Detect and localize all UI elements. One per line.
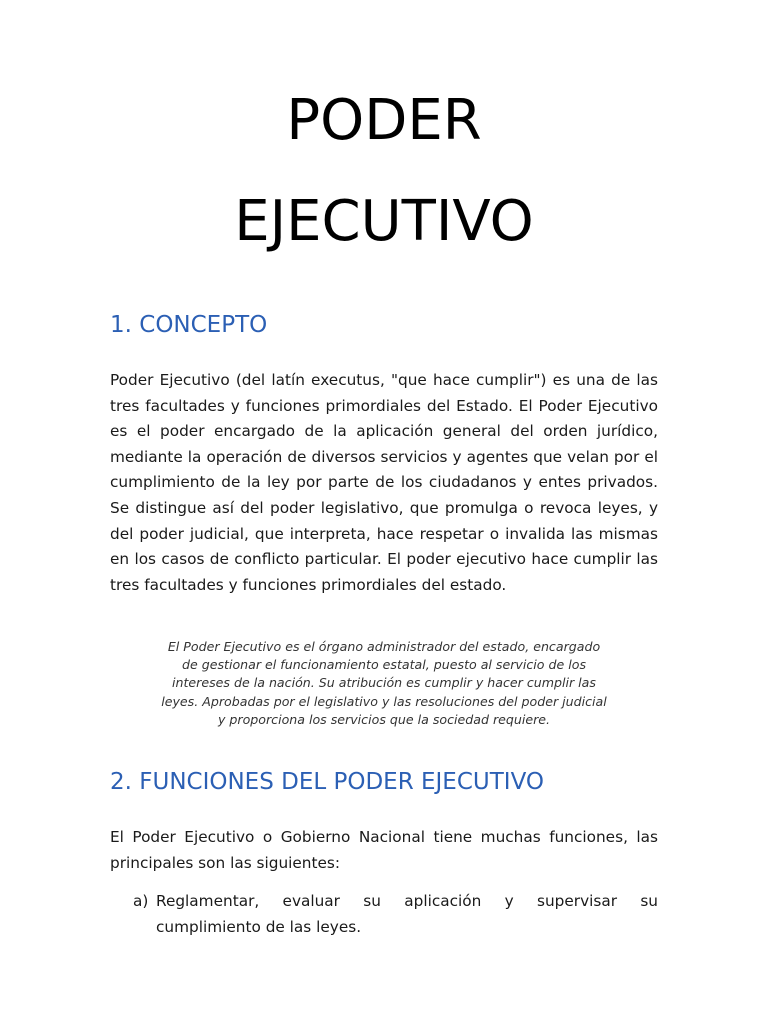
document-title-line-2: EJECUTIVO [234, 189, 534, 254]
concepto-paragraph: Poder Ejecutivo (del latín executus, "que hace cumplir") es una de las tres facultades y funciones primordiales del Estado. El Poder Ejecutivo es el poder encargado de la aplicación general del orden jurídico, mediante la operación de diversos servicios y agentes que velan por el cumplimiento de la ley por parte de los ciudadanos y entes privados. Se distingue así del poder legislativo, que promulga o revoca leyes, y del poder judicial, que interpreta, hace respetar o invalida las mismas en los casos de conflicto particular. El poder ejecutivo hace cumplir las tres facultades y funciones primordiales del estado. [110, 371, 658, 594]
list-item-marker: a) [133, 892, 149, 910]
document-title-line-1: PODER [286, 88, 482, 153]
section-heading-funciones: 2. FUNCIONES DEL PODER EJECUTIVO [110, 769, 545, 795]
funciones-paragraph: El Poder Ejecutivo o Gobierno Nacional tiene muchas funciones, las principales son las siguientes: [110, 828, 658, 872]
funciones-list-item [110, 889, 658, 940]
list-item-text-line-2: cumplimiento de las leyes. [156, 917, 362, 936]
concepto-quote: El Poder Ejecutivo es el órgano administrador del estado, encargado de gestionar el funcionamiento estatal, puesto al servicio de los intereses de la nación. Su atribución es cumplir y hacer cumplir las leyes. Aprobadas por el legislativo y las resoluciones del poder judicial y proporciona los servicios que la sociedad requiere. [161, 639, 607, 727]
list-item-text [156, 889, 658, 940]
list-item-text-line-1: Reglamentar, evaluar su aplicación y supervisar su [156, 892, 658, 910]
section-heading-concepto: 1. CONCEPTO [110, 312, 268, 338]
